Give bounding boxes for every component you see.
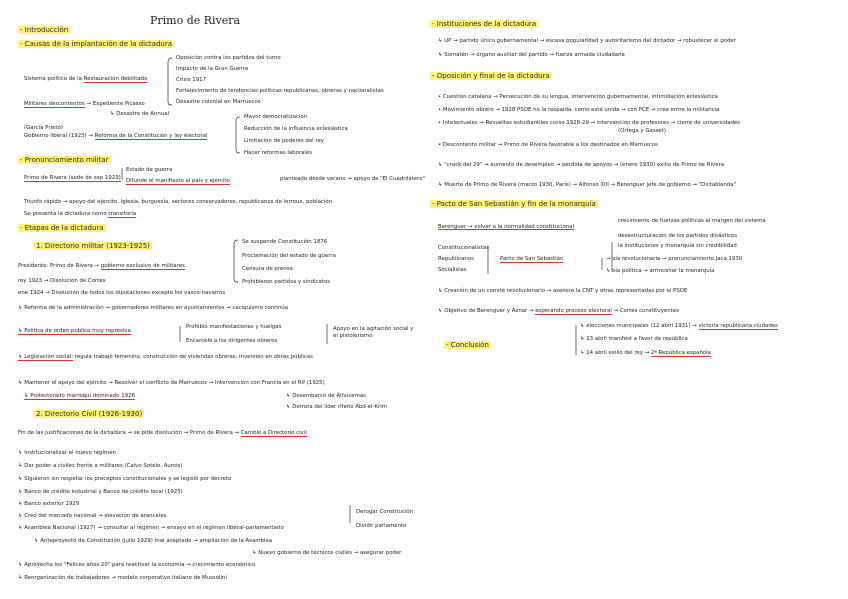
derogar-constitucion: Derogar Constitución	[356, 509, 414, 515]
derrota-abd-el-krim: ↳ Derrota del líder rifeño Abd-el-Krim	[286, 404, 388, 410]
primo-sede: Primo de Rivera (sede de sep 1923)	[24, 175, 121, 181]
civil-item: ↳ Creó del mercado nacional → elevación de aranceles	[18, 513, 167, 519]
reforma-item: Mayor democratización	[244, 114, 308, 120]
garcia-prieto: (García Prieto)	[24, 125, 63, 131]
gobierno-liberal: Gobierno liberal (1923) → Reforma de la Constitución y ley electoral	[24, 133, 208, 139]
directorio-militar-heading: 1. Directorio militar (1923-1925)	[36, 242, 150, 250]
planteado-verano: planteado desde verano → apoyo de "El Cuadrilátero"	[280, 176, 425, 182]
politica-orden: ↳ Política de orden público muy represiva	[18, 328, 131, 334]
pacto-san-sebastian: Pacto de San Sebastián	[500, 256, 564, 262]
causa-item: Crisis 1917	[176, 77, 207, 83]
desembarco-alhucemas: ↳ Desembarco de Alhucemas	[286, 393, 366, 399]
civil-item: ↳ Asamblea Nacional (1927) → consultar al régimen → ensayo en el régimen liberal-parlamentario	[18, 525, 284, 531]
civil-item: ↳ Nuevo gobierno de técnicos civiles → asegurar poder	[252, 550, 402, 556]
bracket-causas	[168, 58, 172, 105]
exilio-14-abril: ↳ 14 abril exilio del rey → 2ª República española	[580, 350, 711, 356]
reforma-administracion: ↳ Reforma de la administración → gobernadores militares en ayuntamientos → caciquismo continúa	[18, 305, 289, 311]
estado-guerra: Estado de guerra	[126, 167, 173, 173]
reforma-item: Limitación de poderes del rey	[244, 138, 324, 144]
militares-line: Militares descontentos → Expediente Picasso	[24, 101, 145, 107]
directorio-civil-heading: 2. Directorio Civil (1926-1930)	[36, 410, 143, 418]
bracket-reforma	[236, 117, 240, 153]
causas-sistema: Sistema político de la Restauración debilitado	[24, 76, 148, 82]
triunfo-rapido: Triunfo rápido → apoyo del ejército, iglesia, burguesía, sectores conservadores, republicanos de lerroux, población.	[24, 199, 334, 205]
objetivo-berenguer: ↳ Objetivo de Berenguer y Aznar → esperando proceso electoral → Cortes constituyentes	[438, 308, 679, 314]
medida-item: Proclamación del estado de guerra	[242, 253, 336, 259]
civil-item: ↳ Institucionalizar el nuevo régimen	[18, 450, 116, 456]
page-title: Primo de Rivera	[150, 14, 241, 27]
section-pronunciamiento: - Pronunciamiento militar	[20, 156, 109, 164]
civil-item: ↳ Aprovecha los "Felices años 20" para reactivar la economía → crecimiento económico	[18, 562, 256, 568]
disolucion-diputaciones: ene 1924 → Disolución de todos los diputaciones excepto los vasco-navarros	[18, 290, 226, 296]
medida-item: Se suspende Constitución 1876	[242, 239, 328, 245]
elecciones-municipales: ↳ elecciones municipales (12 abril 1931) → victoria republicana ciudades	[580, 323, 778, 329]
grupo: Socialistas	[438, 267, 467, 273]
difunde-manifiesto: Difunde el manifiesto al país y ejército	[126, 178, 230, 184]
berenguer-item: desestructuración de los partidos dinásticos	[618, 233, 738, 239]
civil-item: ↳ Siguieron sin respetar los preceptos constitucionales y se legisló por decreto	[18, 476, 232, 482]
grupo: Republicanos	[438, 256, 474, 262]
oposicion-item: • Cuestión catalana → Persecución de su lengua, intervención gubernamental, intimidación eclesiástica	[438, 94, 718, 100]
section-oposicion: - Oposición y final de la dictadura	[432, 72, 550, 80]
fin-justificaciones: Fin de las justificaciones de la dictadura → se pide disolución → Primo de Rivera → Cambio a Directorio civil	[18, 430, 307, 436]
oposicion-item: • Movimiento obrero → 1928 PSOE no la respalda, como está unida → con PCE → crea entre la militancia	[438, 107, 720, 113]
berenguer-line: Berenguer → volver a la normalidad constitucional	[438, 224, 574, 230]
medida-item: Prohibieron partidos y sindicatos	[242, 279, 331, 285]
medida-item: Censura de prensa	[242, 266, 293, 272]
civil-item: ↳ Dar poder a civiles frente a militares (Calvo Sotelo, Aunós)	[18, 463, 183, 469]
oposicion-item: ↳ Muerte de Primo de Rivera (marzo 1930, París) → Alfonso XIII → Berenguer jefe de gobierno → "Dictablanda"	[438, 182, 736, 188]
encarcelo-dirigentes: Encarceló a los dirigentes obreros	[186, 338, 278, 344]
civil-item: ↳ Banco exterior 1929	[18, 501, 80, 507]
civil-item: ↳ Banco de crédito industrial y Banco de crédito local (1925)	[18, 489, 183, 495]
manifest-13-abril: ↳ 13 abril manifest a favor de república	[580, 336, 688, 342]
section-pacto: - Pacto de San Sebastián y fin de la monarquía	[432, 200, 596, 208]
oposicion-item: • Descontento militar → Primo de Rivera favorable a los destinados en Marruecos	[438, 142, 658, 148]
dividir-parlamento: Dividir parlamento	[356, 523, 407, 529]
bracket-medidas	[234, 240, 238, 282]
prohibio-huelgas: Prohibió manifestaciones y huelgas	[186, 324, 282, 330]
apoyo-agitacion: Apoyo en la agitación social y el pistolerismo	[333, 326, 414, 339]
section-instituciones: - Instituciones de la dictadura	[432, 20, 537, 28]
institucion-item: ↳ UP → partido único gubernamental → escasa popularidad y autoritarismo del dictador → robustecer el poder	[438, 38, 737, 44]
berenguer-item: la instituciones y monarquía sin credibilidad	[618, 243, 737, 249]
mantener-apoyo: ↳ Mantener el apoyo del ejército → Resolver el conflicto de Marruecos → Intervención con Francia en el Rif (1925)	[18, 380, 325, 386]
via-politica: ↳ vía política → arrinconar la monarquía	[606, 268, 715, 274]
presidente-line: Presidente: Primo de Rivera → gobierno exclusivo de militares	[18, 263, 185, 269]
section-etapas: - Etapas de la dictadura	[20, 224, 104, 232]
grupo: Constitucionalistas	[438, 245, 489, 251]
via-revolucionaria: → vía revolucionaria → pronunciamiento Jaca 1930	[606, 256, 743, 262]
berenguer-item: crecimiento de fuerzas políticas al margen del sistema	[618, 218, 766, 224]
causa-item: Desastre colonial en Marruecos	[176, 99, 261, 105]
causa-item: Oposición contra los partidos del turno	[176, 55, 281, 61]
oposicion-item: ↳ "crack del 29" → aumento de desempleo → pérdida de apoyos → (enero 1930) exilio de Primo de Rivera	[438, 162, 725, 168]
comite-revolucionario: ↳ Creación de un comité revolucionario → asesora la CNT y otras representadas por el PSOE	[438, 288, 688, 294]
oposicion-item: • Intelectuales → Revueltas estudiantiles curso 1928-29 → intervención de profesores → cierre de universidades	[438, 120, 741, 126]
civil-item: ↳ Reorganización de trabajadores → modelo corporativo italiano de Mussolini	[18, 575, 227, 581]
section-causas: - Causas de la implantación de la dictadura	[20, 40, 173, 48]
reforma-item: Hacer reformas laborales	[244, 150, 313, 156]
protectorado: ↳ Protectorado marroquí dominado 1926	[24, 393, 136, 399]
section-conclusion: - Conclusión	[446, 341, 489, 349]
civil-item: ↳ Anteproyecto de Constitución (julio 1929) mal aceptado → ampliación de la Asamblea	[34, 538, 273, 544]
oposicion-item: (Ortega y Gasset)	[618, 128, 666, 134]
reforma-item: Reducción de la influencia eclesiástica	[244, 126, 348, 132]
causa-item: Impacto de la Gran Guerra	[176, 66, 248, 72]
section-intro: - Introducción	[20, 26, 69, 34]
transitoria-line: Se presenta la dictadura como transitoria	[24, 211, 137, 217]
disolucion-cortes: rey 1923 → Disolución de Cortes	[18, 278, 106, 284]
causa-item: Fortalecimiento de tendencias políticas republicanas, obreras y nacionalistas	[176, 88, 384, 94]
institucion-item: ↳ Somatén → órgano auxiliar del partido → fuerza armada ciudadana	[438, 52, 625, 58]
desastre-annual: ↳ Desastre de Annual	[110, 111, 170, 117]
legislacion-social: ↳ Legislación social: regula trabajo femenino, construcción de viviendas obreras, inversión en obras públicas	[18, 354, 313, 360]
